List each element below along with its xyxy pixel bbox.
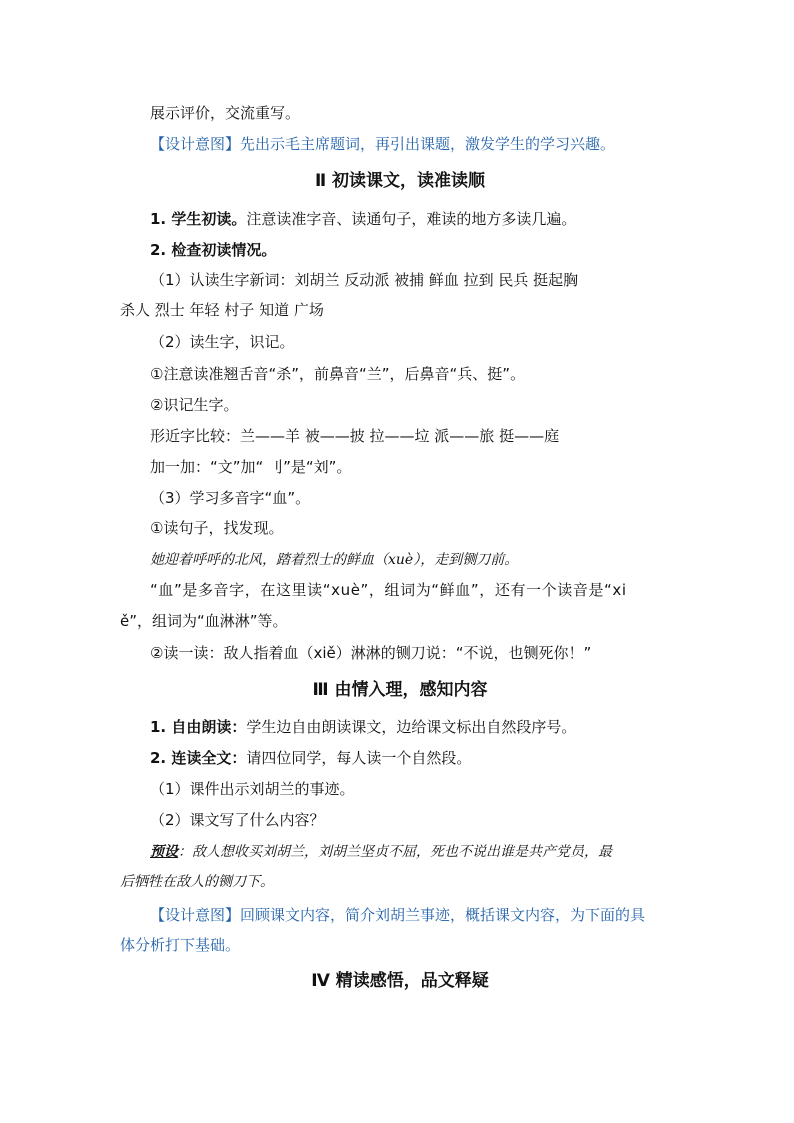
text-line: ②识记生字。 bbox=[150, 396, 239, 414]
text-line: 加一加：“文”加“ 刂”是“刘”。 bbox=[150, 458, 352, 476]
text-line: ě”，组词为“血淋淋”等。 bbox=[120, 612, 288, 630]
step-text: 学生边自由朗读课文，边给课文标出自然段序号。 bbox=[246, 718, 577, 736]
step-label: 2. 检查初读情况。 bbox=[150, 241, 277, 259]
text-line: （2）课文写了什么内容？ bbox=[150, 811, 325, 829]
preset-text: ：敌人想收买刘胡兰，刘胡兰坚贞不屈，死也不说出谁是共产党员，最 bbox=[178, 844, 612, 860]
step-text: 请四位同学，每人读一个自然段。 bbox=[246, 749, 472, 767]
preset-label: 预设 bbox=[150, 844, 178, 860]
step-label: 1. 学生初读。 bbox=[150, 210, 247, 228]
text-line: （3）学习多音字“血”。 bbox=[150, 489, 311, 507]
vocab-line: 杀人 烈士 年轻 村子 知道 广场 bbox=[120, 301, 324, 319]
step-line bbox=[150, 209, 680, 229]
section-heading: Ⅱ 初读课文，读准读顺 bbox=[314, 171, 486, 191]
design-intent-note: 【设计意图】回顾课文内容，简介刘胡兰事迹，概括课文内容，为下面的具 bbox=[150, 906, 646, 924]
text-line: ①注意读准翘舌音“杀”，前鼻音“兰”，后鼻音“兵、挺”。 bbox=[150, 365, 526, 383]
preset-answer: 后牺牲在敌人的铡刀下。 bbox=[120, 874, 274, 890]
step-label: 1. 自由朗读： bbox=[150, 718, 247, 736]
step-line bbox=[150, 717, 680, 737]
text-line: （1）课件出示刘胡兰的事迹。 bbox=[150, 780, 355, 798]
design-intent-note: 【设计意图】先出示毛主席题词，再引出课题，激发学生的学习兴趣。 bbox=[150, 135, 616, 153]
preset-answer bbox=[150, 842, 680, 862]
text-line: “血”是多音字，在这里读“xuè”，组词为“鲜血”，还有一个读音是“xi bbox=[150, 581, 627, 599]
section-heading: Ⅳ 精读感悟，品文释疑 bbox=[311, 971, 489, 991]
quoted-sentence: 她迎着呼呼的北风，踏着烈士的鲜血（xuè），走到铡刀前。 bbox=[150, 552, 519, 568]
text-line: 形近字比较：兰——羊 被——披 拉——垃 派——旅 挺——庭 bbox=[150, 427, 560, 445]
section-heading: Ⅲ 由情入理，感知内容 bbox=[312, 680, 488, 700]
design-intent-note: 体分析打下基础。 bbox=[120, 936, 241, 954]
text-line: ②读一读：敌人指着血（xiě）淋淋的铡刀说：“不说，也铡死你！” bbox=[150, 644, 592, 662]
step-line bbox=[150, 748, 680, 768]
step-text: 注意读准字音、读通句子，难读的地方多读几遍。 bbox=[246, 210, 577, 228]
step-label: 2. 连读全文： bbox=[150, 749, 247, 767]
text-line: 展示评价，交流重写。 bbox=[150, 104, 301, 122]
text-line: （2）读生字，识记。 bbox=[150, 333, 295, 351]
text-line: ①读句子，找发现。 bbox=[150, 519, 284, 537]
vocab-line: （1）认读生字新词：刘胡兰 反动派 被捕 鲜血 拉到 民兵 挺起胸 bbox=[150, 271, 579, 289]
